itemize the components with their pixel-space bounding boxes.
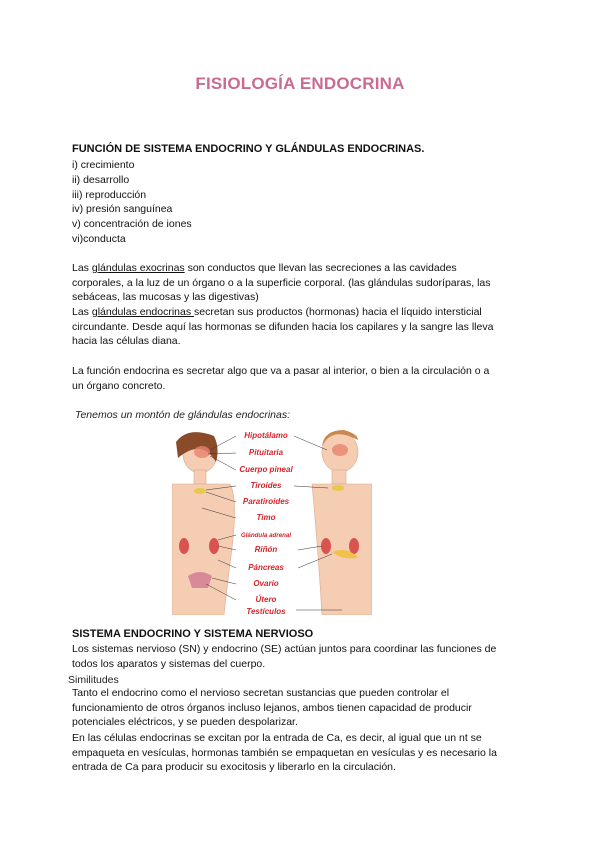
label-cuerpo-pineal: Cuerpo pineal bbox=[239, 465, 293, 474]
label-utero: Útero bbox=[255, 595, 277, 604]
functions-list bbox=[72, 158, 192, 247]
section-heading-functions: FUNCIÓN DE SISTEMA ENDOCRINO Y GLÁNDULAS ENDOCRINAS. bbox=[72, 143, 425, 155]
section-heading-nervous: SISTEMA ENDOCRINO Y SISTEMA NERVIOSO bbox=[72, 628, 314, 640]
endocrine-glands-figure bbox=[172, 428, 372, 615]
list-item: i) crecimiento bbox=[72, 159, 135, 171]
label-testiculos: Testículos bbox=[246, 607, 286, 615]
list-item: iii) reproducción bbox=[72, 188, 147, 201]
endocrine-term: glándulas endocrinas bbox=[91, 306, 195, 318]
label-glandula-adrenal: Glándula adrenal bbox=[240, 532, 292, 539]
similitudes-heading: Similitudes bbox=[68, 674, 119, 686]
list-item: ii) desarrollo bbox=[72, 173, 130, 186]
label-paratiroides: Paratiroides bbox=[242, 497, 290, 506]
list-item: iv) presión sanguínea bbox=[72, 203, 173, 216]
figure-caption: Tenemos un montón de glándulas endocrinas: bbox=[75, 409, 291, 421]
label-pituitaria: Pituitaria bbox=[248, 448, 284, 457]
label-pancreas: Páncreas bbox=[248, 563, 284, 572]
list-item: v) concentración de iones bbox=[72, 218, 192, 231]
label-hipotalamo: Hipotálamo bbox=[244, 431, 288, 440]
nervous-intro-paragraph: Los sistemas nervioso (SN) y endocrino (SE) actúan juntos para coordinar las funciones de todos los aparatos y sistemas del cuerpo. bbox=[72, 643, 497, 670]
label-timo: Timo bbox=[256, 513, 276, 522]
label-ovario: Ovario bbox=[253, 579, 279, 588]
function-paragraph: La función endocrina es secretar algo que va a pasar al interior, o bien a la circulación o a un órgano concreto. bbox=[72, 365, 490, 392]
page-title: FISIOLOGÍA ENDOCRINA bbox=[195, 74, 405, 93]
similitudes-paragraph-1: Tanto el endocrino como el nervioso secretan sustancias que pueden controlar el funcionamiento de otros órganos incluso lejanos, ambos tienen capacidad de producir potenciales eléctricos, y se pueden despolarizar. bbox=[72, 687, 472, 729]
list-item: vi)conducta bbox=[72, 232, 126, 245]
exocrine-term: glándulas exocrinas bbox=[91, 262, 185, 274]
endocrine-paragraph: Las glándulas endocrinas secretan sus productos (hormonas) hacia el líquido intersticial circundante. Desde aquí las hormonas se difunden hacia los capilares y la sangre las lleva hacia las células diana. bbox=[72, 306, 494, 348]
label-rinon: Riñón bbox=[254, 545, 278, 554]
similitudes-paragraph-2: En las células endocrinas se excitan por la entrada de Ca, es decir, al igual que un nt se empaqueta en vesículas, hormonas también se empaquetan en vesículas y es necesario la entrada de Ca para producir su exocitosis y liberarlo en la circulación. bbox=[72, 732, 497, 774]
label-tiroides: Tiroides bbox=[250, 481, 282, 490]
exocrine-paragraph: Las glándulas exocrinas son conductos que llevan las secreciones a las cavidades corporales, a la luz de un órgano o a la superficie corporal. (las glándulas sudoríparas, las sebáceas, las mucosas y las digestivas) bbox=[72, 262, 491, 304]
